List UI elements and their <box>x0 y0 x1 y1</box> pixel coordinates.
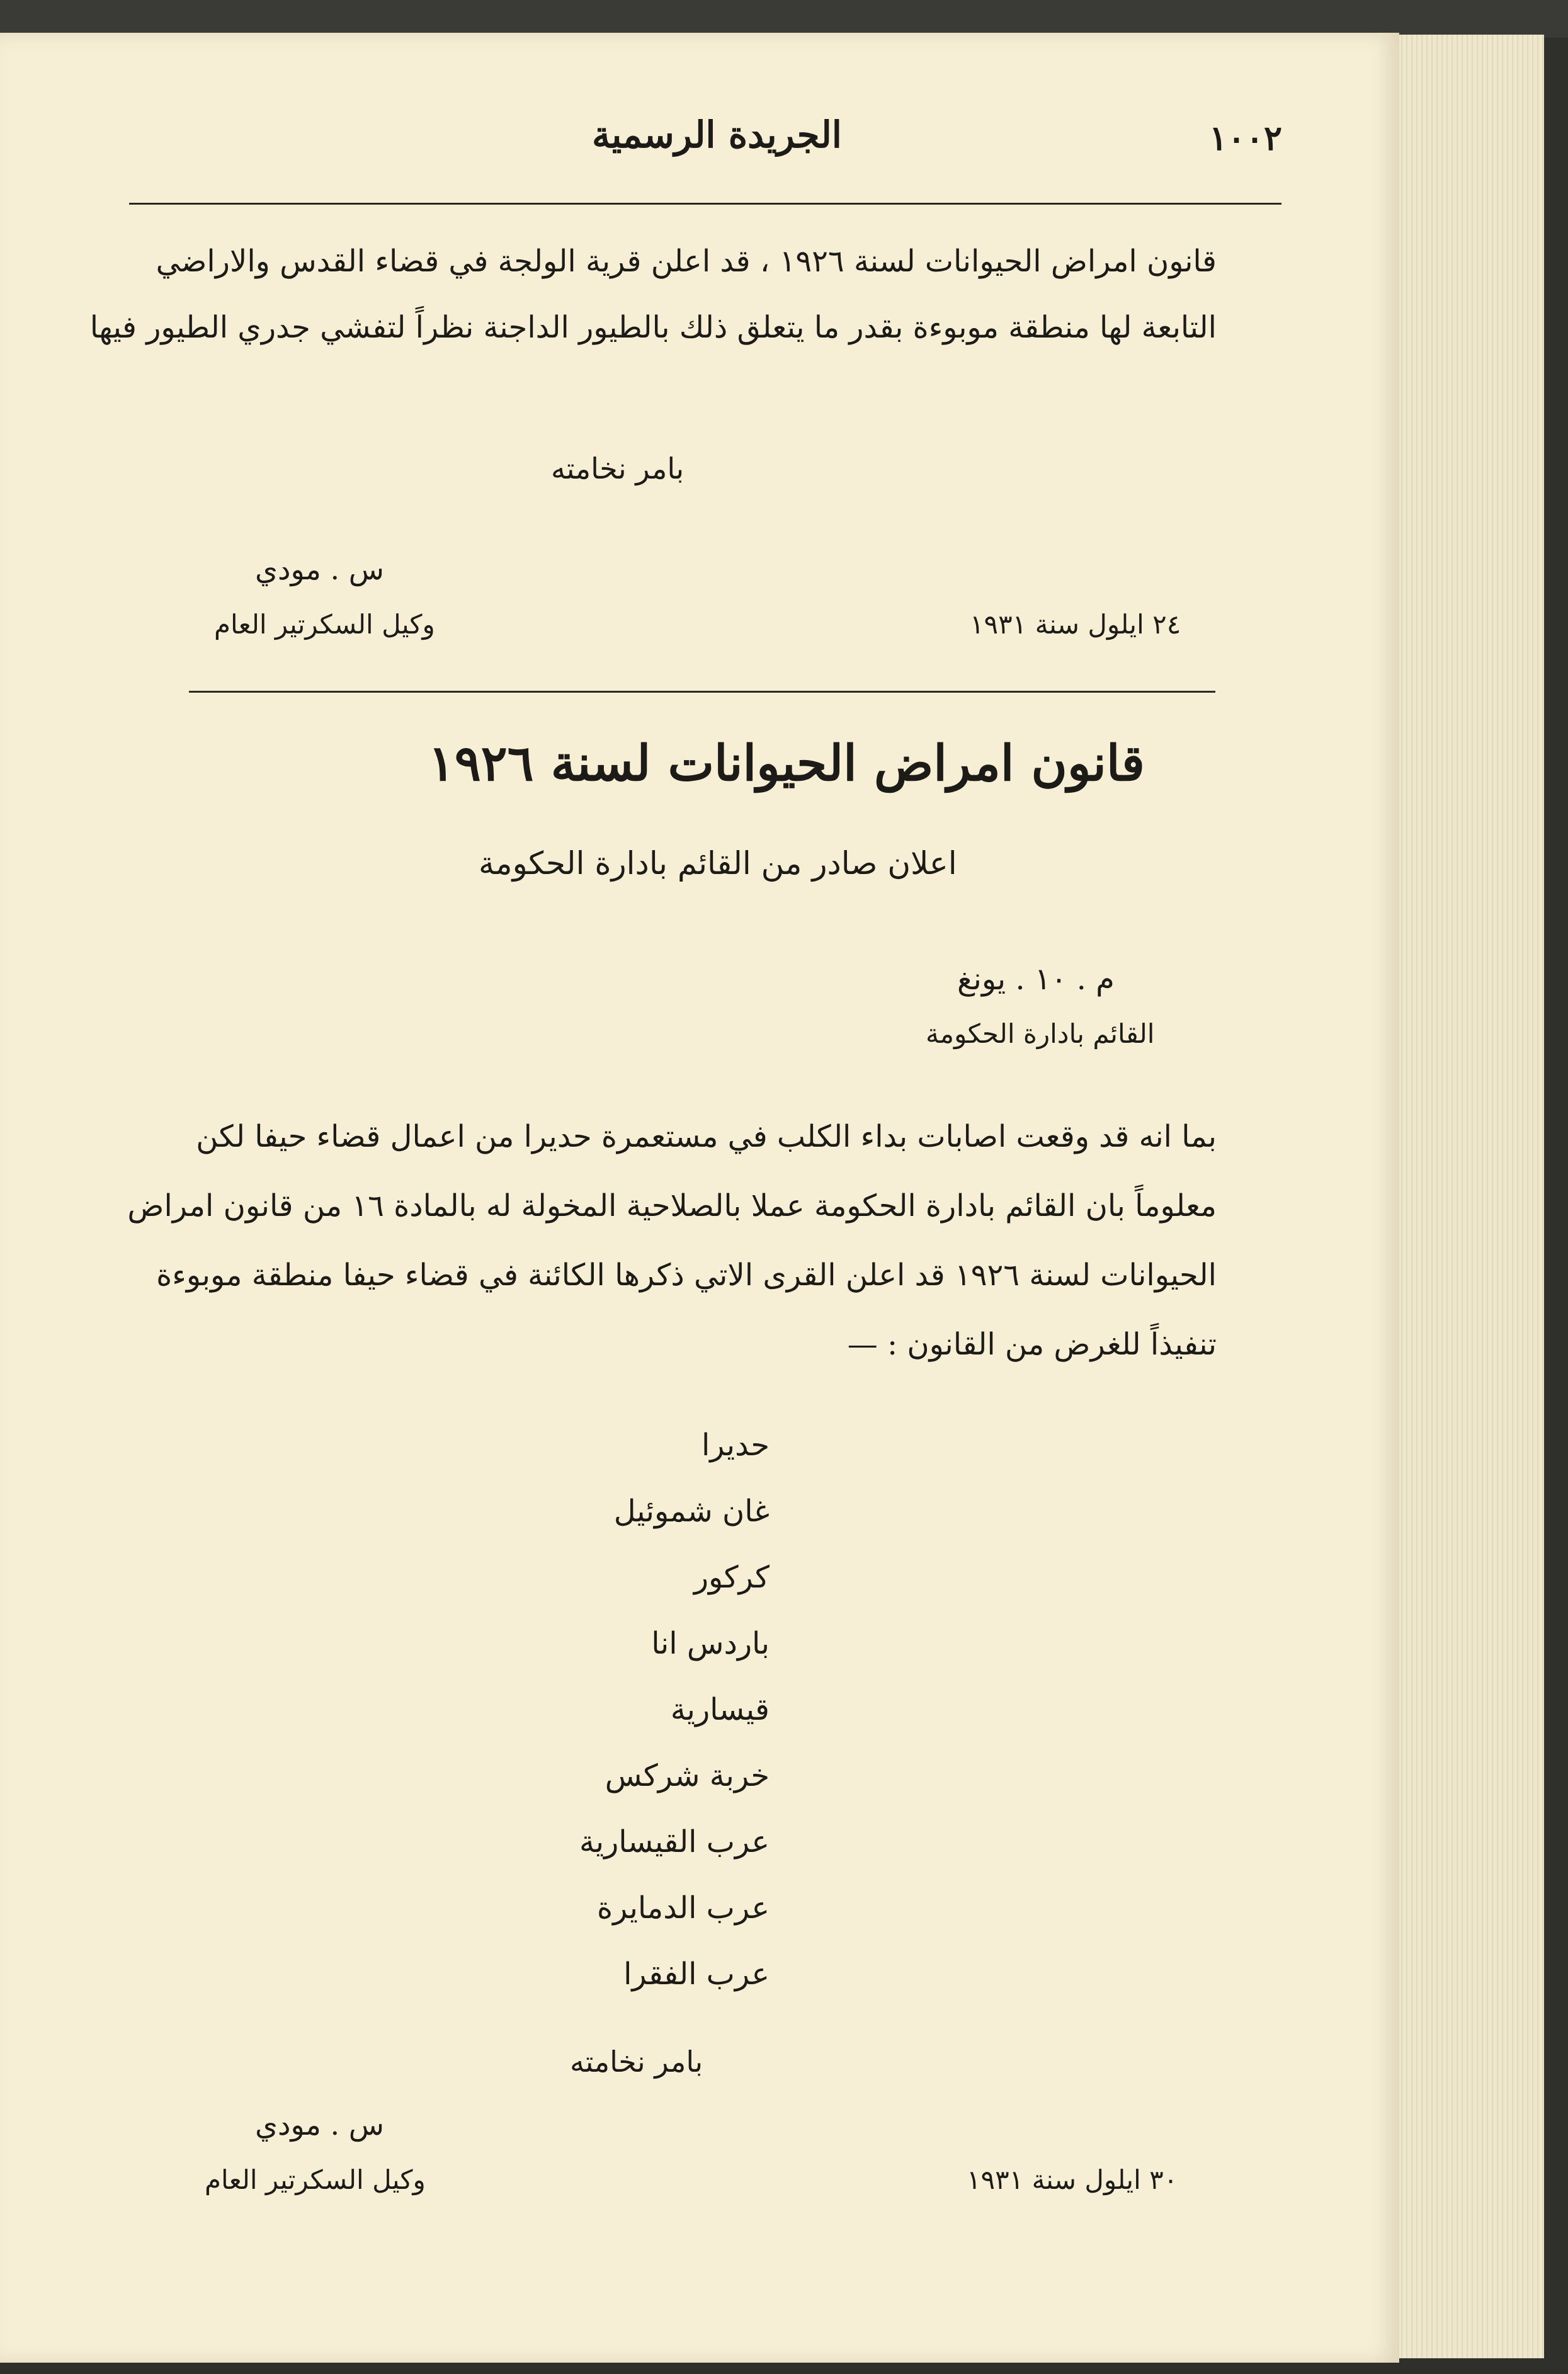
village-item: عرب الدمايرة <box>596 1890 770 1926</box>
notice1-line-2: التابعة لها منطقة موبوءة بقدر ما يتعلق ذلك بالطيور الداجنة نظراً لتفشي جدري الطيور فيها <box>89 310 1217 345</box>
page-header-title: الجريدة الرسمية <box>592 113 842 156</box>
village-item: عرب القيسارية <box>579 1824 770 1860</box>
notice2-by-order: بامر نخامته <box>570 2045 703 2079</box>
book-cover <box>0 0 1568 38</box>
village-item: باردس انا <box>651 1626 770 1661</box>
notice2-signatory-title: وكيل السكرتير العام <box>205 2164 426 2195</box>
page-edges <box>1392 35 1544 2358</box>
notice2-author-role: القائم بادارة الحكومة <box>926 1018 1155 1049</box>
notice1-signatory-title: وكيل السكرتير العام <box>214 609 435 640</box>
notice1-date: ٢٤ ايلول سنة ١٩٣١ <box>970 609 1181 640</box>
notice2-signatory-name: س . مودي <box>255 2108 384 2142</box>
notice2-line-2: معلوماً بان القائم بادارة الحكومة عملا بالصلاحية المخولة له بالمادة ١٦ من قانون امراض <box>127 1188 1217 1224</box>
village-item: حديرا <box>701 1428 770 1463</box>
notice2-line-3: الحيوانات لسنة ١٩٢٦ قد اعلن القرى الاتي ذكرها الكائنة في قضاء حيفا منطقة موبوءة <box>156 1258 1217 1293</box>
document-page <box>0 33 1399 2363</box>
notice1-by-order: بامر نخامته <box>551 452 685 486</box>
notice2-title: قانون امراض الحيوانات لسنة ١٩٢٦ <box>428 735 1145 792</box>
village-item: كركور <box>693 1560 770 1595</box>
notice1-signatory-name: س . مودي <box>255 552 384 586</box>
notice2-author: م . ١٠ . يونغ <box>957 962 1115 997</box>
village-item: عرب الفقرا <box>623 1957 770 1992</box>
notice2-line-4: تنفيذاً للغرض من القانون : — <box>847 1327 1217 1362</box>
header-rule <box>129 203 1281 205</box>
section-divider <box>189 691 1215 693</box>
village-item: خربة شركس <box>605 1758 770 1793</box>
notice2-subtitle: اعلان صادر من القائم بادارة الحكومة <box>479 845 957 882</box>
notice2-line-1: بما انه قد وقعت اصابات بداء الكلب في مستعمرة حديرا من اعمال قضاء حيفا لكن <box>196 1119 1217 1154</box>
notice1-line-1: قانون امراض الحيوانات لسنة ١٩٢٦ ، قد اعلن قرية الولجة في قضاء القدس والاراضي <box>156 244 1217 279</box>
village-item: قيسارية <box>670 1692 770 1727</box>
page-number: ١٠٠٢ <box>1209 118 1283 158</box>
village-item: غان شموئيل <box>613 1494 770 1529</box>
notice2-date: ٣٠ ايلول سنة ١٩٣١ <box>967 2164 1178 2195</box>
